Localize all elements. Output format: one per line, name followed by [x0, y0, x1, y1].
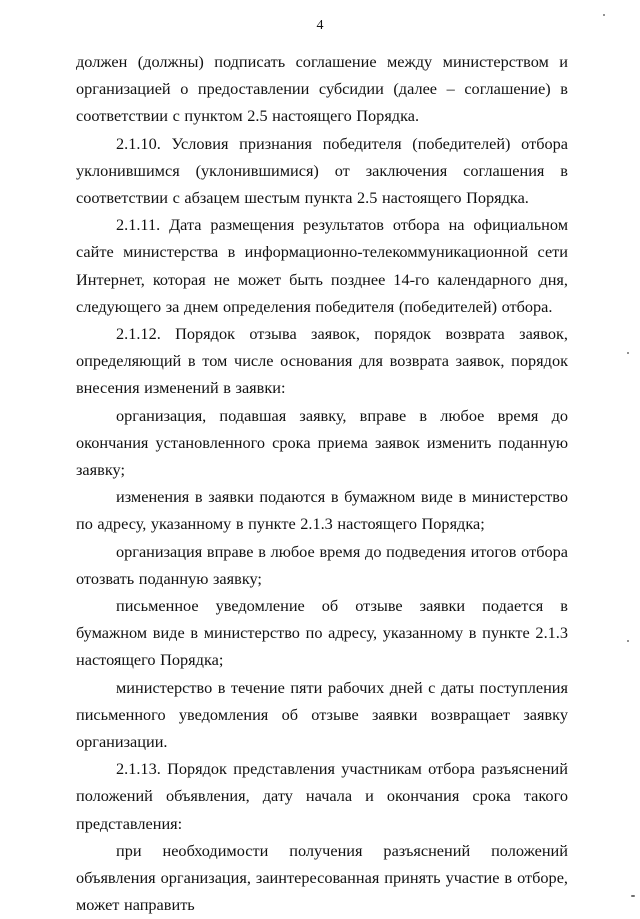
paragraph: организация, подавшая заявку, вправе в любое время до окончания установленного срока приема заявок изменить поданную заявку;	[76, 405, 568, 480]
paragraph: организация вправе в любое время до подведения итогов отбора отозвать поданную заявку;	[76, 541, 568, 588]
paragraph: 2.1.10. Условия признания победителя (победителей) отбора уклонившимся (уклонившимися) от заключения соглашения в соответствии с абзацем шестым пункта 2.5 настоящего Порядка.	[76, 133, 568, 208]
document-body	[76, 48, 568, 919]
paragraph: министерство в течение пяти рабочих дней с даты поступления письменного уведомления об отзыве заявки возвращает заявку организации.	[76, 677, 568, 752]
scan-mark	[603, 14, 605, 16]
scan-mark	[631, 895, 635, 897]
scan-mark	[627, 352, 629, 354]
paragraph: 2.1.13. Порядок представления участникам отбора разъяснений положений объявления, дату начала и окончания срока такого представления:	[76, 759, 568, 833]
paragraph: 2.1.11. Дата размещения результатов отбора на официальном сайте министерства в информационно-телекоммуникационной сети Интернет, которая не может быть позднее 14-го календарного дня, следующего за днем определения победителя (победителей) отбора.	[76, 215, 568, 316]
paragraph: 2.1.12. Порядок отзыва заявок, порядок возврата заявок, определяющий в том числе основания для возврата заявок, порядок внесения изменений в заявки:	[76, 324, 568, 398]
paragraph: при необходимости получения разъяснений положений объявления организация, заинтересованная принять участие в отборе, может направить	[76, 840, 568, 915]
paragraph: письменное уведомление об отзыве заявки подается в бумажном виде в министерство по адресу, указанному в пункте 2.1.3 настоящего Порядка;	[76, 596, 568, 670]
paragraph: изменения в заявки подаются в бумажном виде в министерство по адресу, указанному в пункте 2.1.3 настоящего Порядка;	[76, 487, 568, 534]
page-number: 4	[316, 18, 324, 33]
paragraph: должен (должны) подписать соглашение между министерством и организацией о предоставлении субсидии (далее – соглашение) в соответствии с пунктом 2.5 настоящего Порядка.	[76, 52, 568, 126]
scan-mark	[627, 640, 629, 642]
